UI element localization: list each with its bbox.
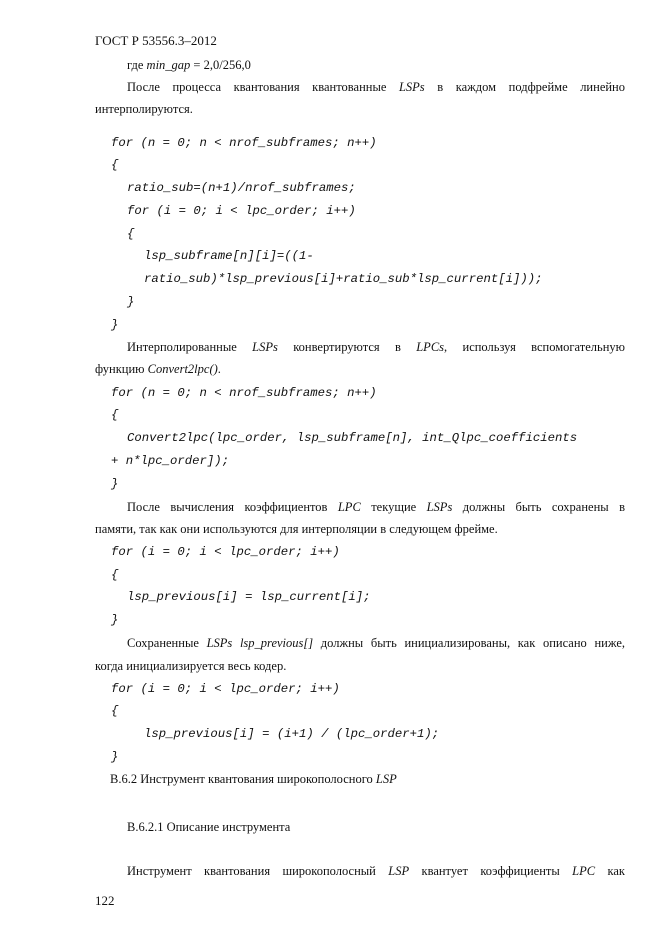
section-heading: В.6.2 Инструмент квантования широкополосного LSP [110, 772, 397, 786]
code-line: { [111, 704, 119, 718]
subsection-heading: В.6.2.1 Описание инструмента [127, 820, 291, 834]
code-line: ratio_sub)*lsp_previous[i]+ratio_sub*lsp_current[i])); [144, 272, 543, 286]
code-line: } [111, 613, 119, 627]
page-number: 122 [95, 893, 115, 908]
code-line: for (n = 0; n < nrof_subframes; n++) [111, 386, 377, 400]
document-header: ГОСТ Р 53556.3–2012 [95, 33, 217, 48]
code-line: { [111, 408, 119, 422]
code-line: ratio_sub=(n+1)/nrof_subframes; [127, 181, 356, 195]
code-line: } [127, 295, 135, 309]
paragraph-1-line-2: интерполируются. [95, 102, 193, 116]
paragraph-3-line-2: памяти, так как они используются для интерполяции в следующем фрейме. [95, 522, 498, 536]
code-line: { [111, 158, 119, 172]
paragraph-2-line-1: Интерполированные LSPs конвертируются в LPCs, используя вспомогательную [127, 340, 625, 354]
where-clause: где min_gap = 2,0/256,0 [127, 58, 251, 72]
code-line: { [111, 568, 119, 582]
code-line: + n*lpc_order]); [111, 454, 230, 468]
paragraph-1-line-1: После процесса квантования квантованные LSPs в каждом подфрейме линейно [127, 80, 625, 94]
paragraph-4-line-2: когда инициализируется весь кодер. [95, 659, 287, 673]
code-line: } [111, 318, 119, 332]
code-line: for (i = 0; i < lpc_order; i++) [111, 682, 340, 696]
paragraph-4-line-1: Сохраненные LSPs lsp_previous[] должны быть инициализированы, как описано ниже, [127, 636, 625, 650]
code-line: } [111, 477, 119, 491]
code-line: for (i = 0; i < lpc_order; i++) [127, 204, 356, 218]
code-line: } [111, 750, 119, 764]
code-line: for (i = 0; i < lpc_order; i++) [111, 545, 340, 559]
paragraph-3-line-1: После вычисления коэффициентов LPC текущие LSPs должны быть сохранены в [127, 500, 625, 514]
code-line: lsp_previous[i] = lsp_current[i]; [127, 590, 371, 604]
code-line: Convert2lpc(lpc_order, lsp_subframe[n], int_Qlpc_coefficients [127, 431, 578, 445]
code-line: for (n = 0; n < nrof_subframes; n++) [111, 136, 377, 150]
paragraph-5-line-1: Инструмент квантования широкополосный LSP квантует коэффициенты LPC как [127, 864, 625, 878]
code-line: lsp_subframe[n][i]=((1- [144, 249, 314, 263]
code-line: { [127, 227, 135, 241]
paragraph-2-line-2: функцию Convert2lpc(). [95, 362, 221, 376]
code-line: lsp_previous[i] = (i+1) / (lpc_order+1); [144, 727, 440, 741]
